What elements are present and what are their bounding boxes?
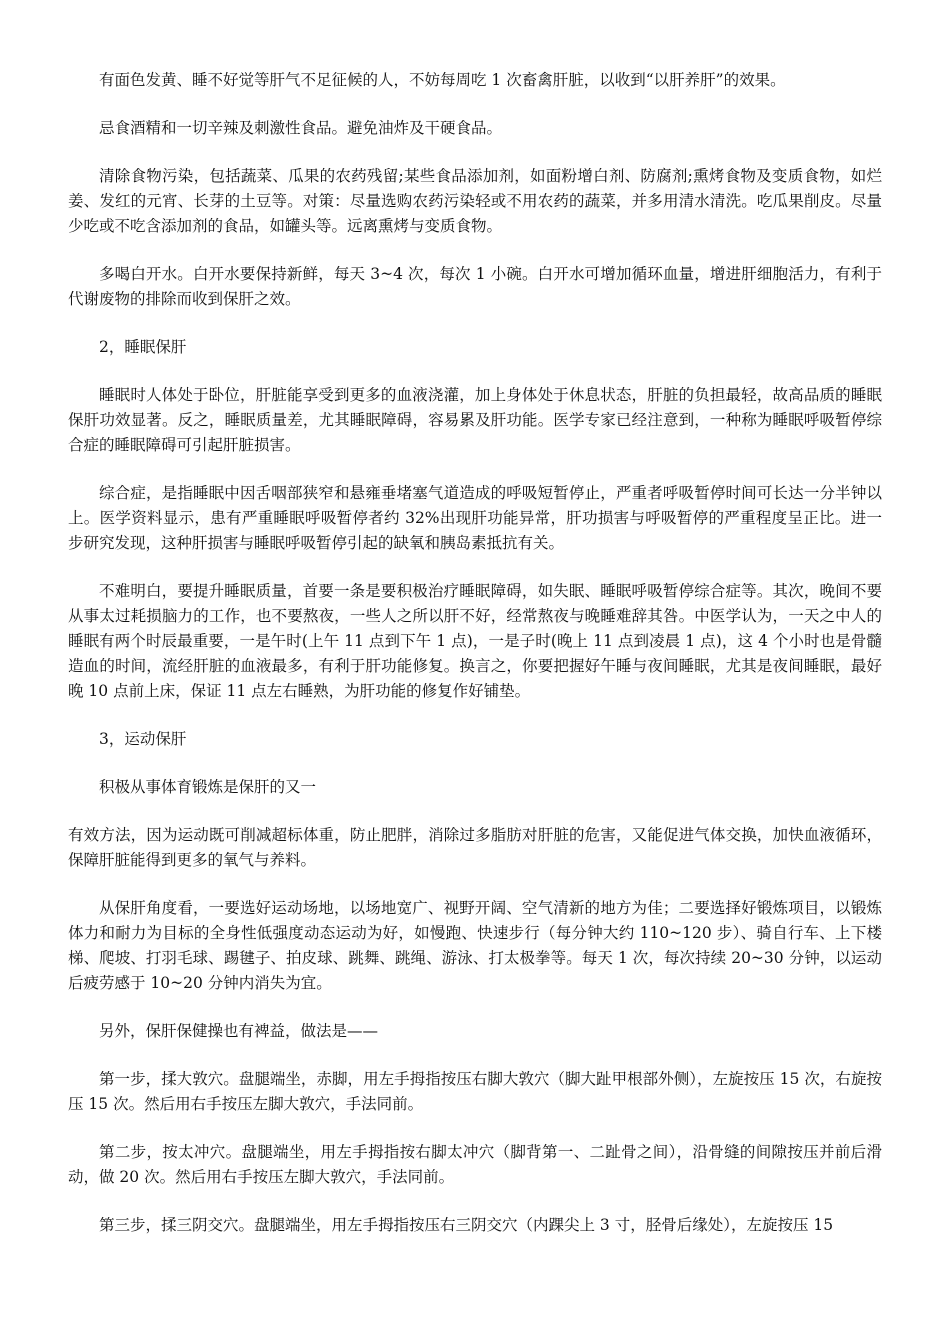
paragraph-exercise-choice: 从保肝角度看，一要选好运动场地，以场地宽广、视野开阔、空气清新的地方为佳；二要选择好锻炼项目，以锻炼体力和耐力为目标的全身性低强度动态运动为好，如慢跑、快速步行（每分钟大约 110~120 步）、骑自行车、上下楼梯、爬坡、打羽毛球、踢毽子、拍皮球、跳舞、跳绳、游泳、打太极拳等。每天 1 次，每次持续 20~30 分钟，以运动后疲劳感于 10~20 分钟内消失为宜。 (68, 899, 882, 992)
section-heading-sleep: 2，睡眠保肝 (99, 338, 187, 356)
section-heading-exercise: 3，运动保肝 (99, 730, 187, 748)
paragraph-exercise-intro: 积极从事体育锻炼是保肝的又一 (99, 778, 317, 796)
paragraph-sleep-quality: 不难明白，要提升睡眠质量，首要一条是要积极治疗睡眠障碍，如失眠、睡眠呼吸暂停综合症等。其次，晚间不要从事太过耗损脑力的工作，也不要熬夜，一些人之所以肝不好，经常熬夜与晚睡难辞其咎。中医学认为，一天之中人的睡眠有两个时辰最重要，一是午时(上午 11 点到下午 1 点)，一是子时(晚上 11 点到凌晨 1 点)，这 4 个小时也是骨髓造血的时间，流经肝脏的血液最多，有利于肝功能修复。换言之，你要把握好午睡与夜间睡眠，尤其是夜间睡眠，最好晚 10 点前上床，保证 11 点左右睡熟，为肝功能的修复作好铺垫。 (68, 582, 882, 700)
paragraph-food-pollution: 清除食物污染，包括蔬菜、瓜果的农药残留;某些食品添加剂，如面粉增白剂、防腐剂;熏烤食物及变质食物，如烂姜、发红的元宵、长芽的土豆等。对策：尽量选购农药污染轻或不用农药的蔬菜，并多用清水清洗。吃瓜果削皮。尽量少吃或不吃含添加剂的食品，如罐头等。远离熏烤与变质食物。 (68, 167, 882, 235)
paragraph-apnea: 综合症，是指睡眠中因舌咽部狭窄和悬雍垂堵塞气道造成的呼吸短暂停止，严重者呼吸暂停时间可长达一分半钟以上。医学资料显示，患有严重睡眠呼吸暂停者约 32%出现肝功能异常，肝功损害与呼吸暂停的严重程度呈正比。进一步研究发现，这种肝损害与睡眠呼吸暂停引起的缺氧和胰岛素抵抗有关。 (68, 484, 882, 552)
paragraph-step-one: 第一步，揉大敦穴。盘腿端坐，赤脚，用左手拇指按压右脚大敦穴（脚大趾甲根部外侧），左旋按压 15 次，右旋按压 15 次。然后用右手按压左脚大敦穴，手法同前。 (68, 1070, 882, 1113)
paragraph-exercise-routine-intro: 另外，保肝保健操也有裨益，做法是—— (99, 1022, 379, 1040)
paragraph-sleep-intro: 睡眠时人体处于卧位，肝脏能享受到更多的血液浇灌，加上身体处于休息状态，肝脏的负担最轻，故高品质的睡眠保肝功效显著。反之，睡眠质量差，尤其睡眠障碍，容易累及肝功能。医学专家已经注意到，一种称为睡眠呼吸暂停综合症的睡眠障碍可引起肝脏损害。 (68, 386, 882, 454)
paragraph-exercise-benefits: 有效方法，因为运动既可削减超标体重，防止肥胖，消除过多脂肪对肝脏的危害，又能促进气体交换，加快血液循环，保障肝脏能得到更多的氧气与养料。 (68, 826, 882, 869)
paragraph-step-two: 第二步，按太冲穴。盘腿端坐，用左手拇指按右脚太冲穴（脚背第一、二趾骨之间），沿骨缝的间隙按压并前后滑动，做 20 次。然后用右手按压左脚大敦穴，手法同前。 (68, 1143, 882, 1186)
paragraph-avoid-spicy: 忌食酒精和一切辛辣及刺激性食品。避免油炸及干硬食品。 (99, 119, 503, 137)
paragraph-step-three: 第三步，揉三阴交穴。盘腿端坐，用左手拇指按压右三阴交穴（内踝尖上 3 寸，胫骨后缘处），左旋按压 15 (99, 1216, 834, 1234)
paragraph-liver-diet: 有面色发黄、睡不好觉等肝气不足征候的人，不妨每周吃 1 次畜禽肝脏，以收到“以肝养肝”的效果。 (99, 71, 786, 89)
document-page (68, 68, 882, 1261)
paragraph-drink-water: 多喝白开水。白开水要保持新鲜，每天 3~4 次，每次 1 小碗。白开水可增加循环血量，增进肝细胞活力，有利于代谢废物的排除而收到保肝之效。 (68, 265, 882, 308)
